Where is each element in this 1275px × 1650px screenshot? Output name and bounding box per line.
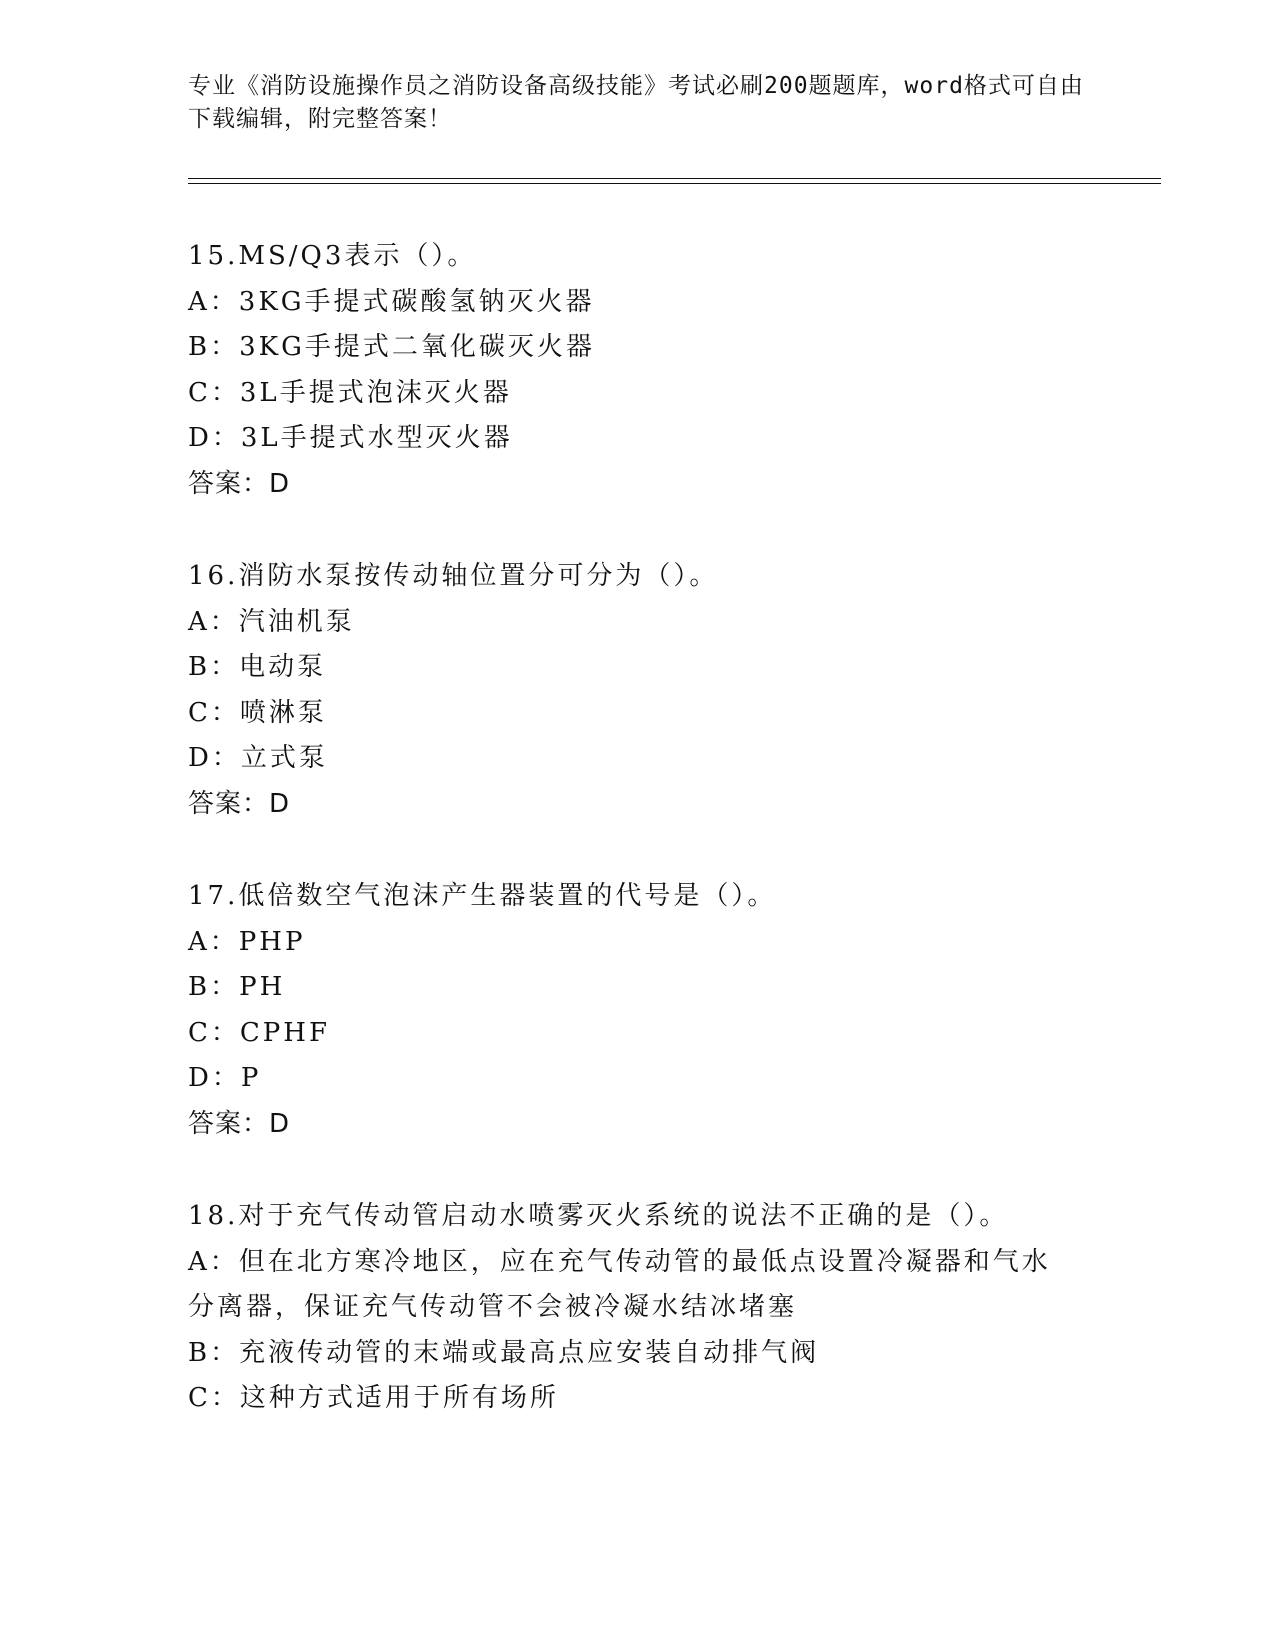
option-b: B：PH (188, 972, 286, 1002)
question-stem: 17.低倍数空气泡沫产生器装置的代号是（）。 (188, 881, 777, 911)
option-c: C：CPHF (188, 1017, 330, 1048)
option-c: C：3L手提式泡沫灭火器 (188, 377, 512, 408)
header-divider-bottom (188, 183, 1161, 184)
answer: 答案：D (188, 468, 291, 499)
option-a: A：但在北方寒冷地区，应在充气传动管的最低点设置冷凝器和气水分离器，保证充气传动管不会被冷凝水结冰堵塞 (188, 1246, 1051, 1322)
option-a: A：PHP (188, 926, 306, 957)
question-18 (188, 1194, 1088, 1422)
question-15 (188, 234, 1088, 507)
option-b: B：电动泵 (188, 652, 327, 682)
option-b: B：3KG手提式二氧化碳灭火器 (188, 332, 595, 362)
question-stem: 16.消防水泵按传动轴位置分可分为（）。 (188, 561, 719, 591)
question-stem: 15.MS/Q3表示（）。 (188, 241, 477, 271)
question-16 (188, 554, 1088, 827)
answer: 答案：D (188, 1108, 291, 1139)
option-d: D：3L手提式水型灭火器 (188, 423, 513, 453)
document-header: 专业《消防设施操作员之消防设备高级技能》考试必刷200题题库，word格式可自由下载编辑，附完整答案！ (188, 73, 1084, 132)
option-c: C：这种方式适用于所有场所 (188, 1383, 559, 1413)
option-d: D：立式泵 (188, 743, 328, 773)
option-d: D：P (188, 1063, 262, 1093)
header-divider-top (188, 178, 1161, 179)
option-a: A：汽油机泵 (188, 606, 355, 637)
option-b: B：充液传动管的末端或最高点应安装自动排气阀 (188, 1337, 820, 1368)
question-17 (188, 874, 1088, 1147)
answer: 答案：D (188, 788, 291, 819)
question-stem: 18.对于充气传动管启动水喷雾灭火系统的说法不正确的是（）。 (188, 1201, 1009, 1231)
option-a: A：3KG手提式碳酸氢钠灭火器 (188, 286, 595, 317)
option-c: C：喷淋泵 (188, 697, 327, 728)
